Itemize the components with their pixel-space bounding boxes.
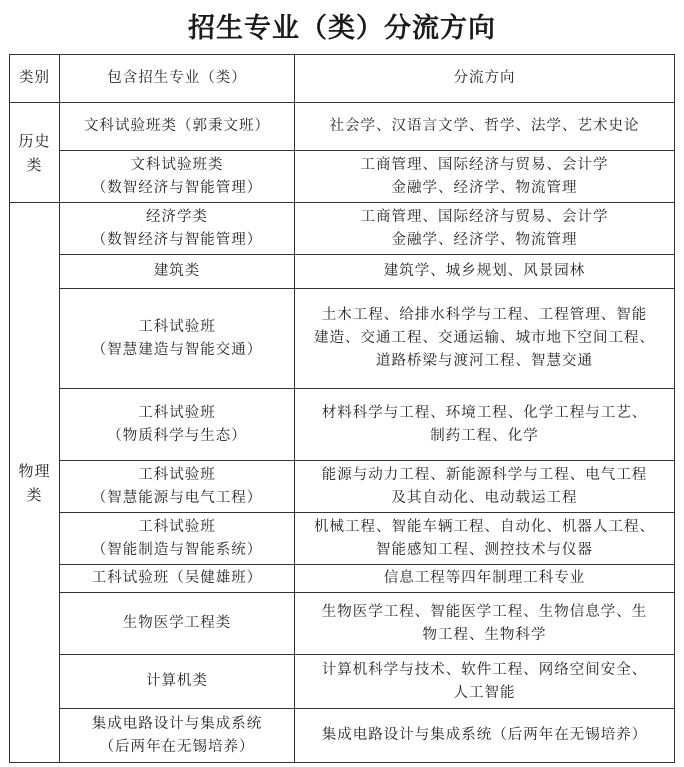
directions-cell: 工商管理、国际经济与贸易、会计学 金融学、经济学、物流管理: [295, 203, 675, 255]
majors-cell: 集成电路设计与集成系统 （后两年在无锡培养）: [60, 709, 295, 763]
directions-cell: 信息工程等四年制理工科专业: [295, 565, 675, 593]
directions-cell: 建筑学、城乡规划、风景园林: [295, 255, 675, 289]
table-row: [10, 709, 675, 763]
category-cell-history: [10, 103, 60, 203]
directions-cell: 材料科学与工程、环境工程、化学工程与工艺、 制药工程、化学: [295, 389, 675, 461]
majors-cell: 工科试验班（吴健雄班）: [60, 565, 295, 593]
majors-cell: 工科试验班 （智能制造与智能系统）: [60, 513, 295, 565]
category-label: 类: [26, 155, 43, 174]
majors-cell: 工科试验班 （物质科学与生态）: [60, 389, 295, 461]
majors-table: [9, 54, 675, 763]
majors-cell: 生物医学工程类: [60, 593, 295, 655]
table-row: [10, 461, 675, 513]
header-directions: 分流方向: [295, 55, 675, 103]
majors-cell: 建筑类: [60, 255, 295, 289]
table-header-row: [10, 55, 675, 103]
header-majors: 包含招生专业（类）: [60, 55, 295, 103]
table-row: [10, 289, 675, 389]
directions-cell: 计算机科学与技术、软件工程、网络空间安全、 人工智能: [295, 655, 675, 709]
table-row: [10, 255, 675, 289]
category-label: 类: [26, 485, 43, 504]
header-category: 类别: [10, 55, 60, 103]
directions-cell: 工商管理、国际经济与贸易、会计学 金融学、经济学、物流管理: [295, 151, 675, 203]
directions-cell: 集成电路设计与集成系统（后两年在无锡培养）: [295, 709, 675, 763]
table-row: [10, 513, 675, 565]
category-label: 历史: [18, 131, 51, 150]
table-row: [10, 203, 675, 255]
category-cell-physics: [10, 203, 60, 763]
majors-cell: 经济学类 （数智经济与智能管理）: [60, 203, 295, 255]
table-row: [10, 593, 675, 655]
majors-cell: 工科试验班 （智慧建造与智能交通）: [60, 289, 295, 389]
directions-cell: 土木工程、给排水科学与工程、工程管理、智能 建造、交通工程、交通运输、城市地下空间工程、 道路桥梁与渡河工程、智慧交通: [295, 289, 675, 389]
table-row: [10, 103, 675, 151]
table-row: [10, 565, 675, 593]
directions-cell: 社会学、汉语言文学、哲学、法学、艺术史论: [295, 103, 675, 151]
majors-cell: 计算机类: [60, 655, 295, 709]
directions-cell: 能源与动力工程、新能源科学与工程、电气工程 及其自动化、电动载运工程: [295, 461, 675, 513]
page-title: 招生专业（类）分流方向: [188, 13, 496, 44]
majors-cell: 文科试验班类 （数智经济与智能管理）: [60, 151, 295, 203]
directions-cell: 生物医学工程、智能医学工程、生物信息学、生 物工程、生物科学: [295, 593, 675, 655]
table-row: [10, 151, 675, 203]
majors-cell: 工科试验班 （智慧能源与电气工程）: [60, 461, 295, 513]
table-row: [10, 655, 675, 709]
category-label: 物理: [18, 461, 51, 480]
table-row: [10, 389, 675, 461]
directions-cell: 机械工程、智能车辆工程、自动化、机器人工程、 智能感知工程、测控技术与仪器: [295, 513, 675, 565]
majors-cell: 文科试验班类（郭秉文班）: [60, 103, 295, 151]
